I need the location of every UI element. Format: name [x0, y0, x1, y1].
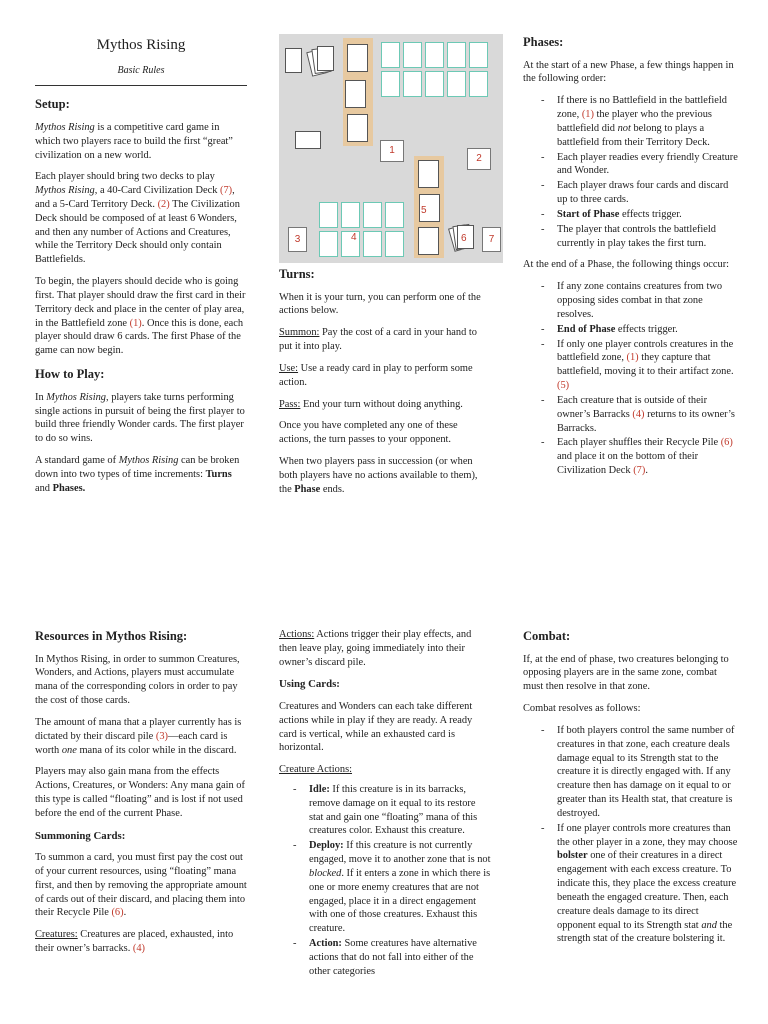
card [317, 46, 334, 71]
resources-paragraph-1: In Mythos Rising, in order to summon Creatures, Wonders, and Actions, players must accumulate mana of the corresponding colors in order to pay the cost of those cards. [35, 653, 240, 707]
list-item: - Start of Phase effects trigger. [541, 208, 738, 222]
combat-list [523, 724, 738, 946]
turns-paragraph-3: When two players pass in succession (or when both players have no actions available to them), the Phase ends. [279, 456, 478, 495]
wonder-slot [381, 71, 400, 97]
recycle-pile-label-6: 6 [461, 233, 467, 244]
wonder-slot [381, 42, 400, 68]
wonder-slot [447, 71, 466, 97]
right-column-lower [523, 628, 738, 954]
wonder-slot [403, 42, 422, 68]
summoning-paragraph-1: To summon a card, you must first pay the cost out of your current resources, using “floating” mana first, and then by removing the appropriate amount of cards out of their discard, and placing them into their Recycle Pile (6). [35, 852, 247, 919]
wonder-slot [319, 231, 338, 257]
phase-start-list [523, 94, 738, 250]
list-item: - Each player shuffles their Recycle Pile (6) and place it on the bottom of their Civilization Deck (7). [541, 436, 738, 477]
phases-paragraph-2: At the end of a Phase, the following things occur: [523, 259, 730, 271]
wonder-slot [341, 202, 360, 228]
civilization-deck-zone-7: 7 [482, 227, 501, 252]
creature-actions-label: Creature Actions: [279, 764, 353, 776]
using-cards-paragraph: Creatures and Wonders can each take different actions while in play if they are ready. A ready card is vertical, while an exhausted card is horizontal. [279, 700, 473, 754]
turns-paragraph-2: Once you have completed any one of these actions, the turn passes to your opponent. [279, 420, 458, 446]
document-subtitle: Basic Rules [117, 64, 165, 76]
setup-paragraph-2: Each player should bring two decks to play Mythos Rising, a 40-Card Civilization Deck (7), and a 5-Card Territory Deck. (2) The Civilization Deck should be composed of at least 6 Wonders, and then any number of Actions and Creatures, while the Territory Deck should only contain Battlefields. [35, 171, 240, 266]
actions-paragraph: Actions: Actions trigger their play effects, and then leave play, going immediately into their owner’s discard pile. [279, 629, 472, 668]
list-item: - Action: Some creatures have alternative actions that do not fall into either of the other categories [293, 937, 491, 978]
turns-use: Use: Use a ready card in play to perform some action. [279, 362, 473, 388]
wonder-slot [385, 231, 404, 257]
phases-paragraph-1: At the start of a new Phase, a few things happen in the following order: [523, 59, 734, 85]
wonder-slot [469, 71, 488, 97]
list-item: - If both players control the same number of creatures in that zone, each creature deals damage equal to its Strength stat to the creature it is directly engaged with. If any creature then has damage on it equal to or greater than its Health stat, that creature is destroyed. [541, 724, 738, 821]
setup-paragraph-3: To begin, the players should decide who is going first. That player should draw the first card in their Territory deck and place in the center of play area, in the Battlefield zone (1). Once this is done, each player should draw 6 cards. The first Phase of the game can now begin. [35, 276, 246, 357]
card [347, 44, 368, 72]
how-to-play-paragraph-2: A standard game of Mythos Rising can be broken down into two types of time increments: Turns and Phases. [35, 455, 240, 494]
combat-paragraph-1: If, at the end of phase, two creatures belonging to opposing players are in the same zone, combat must then resolve in that zone. [523, 653, 729, 693]
wonder-slot [385, 202, 404, 228]
list-item: - Each player readies every friendly Creature and Wonder. [541, 151, 738, 179]
wonder-slot [403, 71, 422, 97]
list-item: - If any zone contains creatures from two opposing sides combat in that zone resolves. [541, 280, 738, 321]
card [345, 80, 366, 108]
list-item: - End of Phase effects trigger. [541, 323, 738, 337]
wonder-slot [319, 202, 338, 228]
right-column [523, 34, 738, 486]
resources-paragraph-3: Players may also gain mana from the effects Actions, Creatures, or Wonders: Any mana gain of this type is called “floating” and is lost if not used before the end of the current Phase. [35, 766, 245, 819]
wonder-slot [469, 42, 488, 68]
list-item: - Deploy: If this creature is not currently engaged, move it to another zone that is not blocked. If it enters a zone in which there is one or more enemy creatures that are not engaged, place it in a direct engagement with one of those creatures. Exhaust this creature. [293, 839, 491, 936]
card [418, 227, 439, 255]
turns-pass: Pass: End your turn without doing anything. [279, 398, 463, 410]
battlefield-zone-1: 1 [380, 140, 404, 162]
barracks-zone-label-4: 4 [351, 232, 357, 243]
turns-paragraph-1: When it is your turn, you can perform one of the actions below. [279, 291, 481, 317]
territory-deck-zone-2: 2 [467, 148, 491, 170]
list-item: - Each player draws four cards and discard up to three cards. [541, 179, 738, 207]
resources-paragraph-2: The amount of mana that a player currently has is dictated by their discard pile (3)—each card is worth one mana of its color while in the discard. [35, 716, 242, 756]
list-item: - Idle: If this creature is in its barracks, remove damage on it equal to its restore stat and gain one “floating” mana of this creatures color. Exhaust this creature. [293, 783, 491, 838]
how-to-play-paragraph-1: In Mythos Rising, players take turns performing single actions in pursuit of being the first player to build three friendly Wonder cards. The first player to do so wins. [35, 391, 245, 445]
summoning-paragraph-2: Creatures: Creatures are placed, exhausted, into their owner’s barracks. (4) [35, 929, 234, 955]
combat-paragraph-2: Combat resolves as follows: [523, 703, 641, 715]
wonder-slot [363, 231, 382, 257]
summoning-heading: Summoning Cards: [35, 829, 126, 842]
document-title: Mythos Rising [96, 37, 186, 53]
left-column [35, 0, 247, 504]
title-divider [35, 85, 247, 86]
middle-column [279, 266, 491, 505]
wonder-slot [363, 202, 382, 228]
left-column-lower [35, 628, 247, 964]
wonder-slot [425, 71, 444, 97]
list-item: - If there is no Battlefield in the battlefield zone, (1) the player who the previous battlefield did not belong to plays a battlefield from their Territory Deck. [541, 94, 738, 149]
phases-heading: Phases: [523, 35, 564, 49]
how-to-play-heading: How to Play: [35, 367, 105, 382]
turns-heading: Turns: [279, 267, 315, 281]
list-item: - If one player controls more creatures than the other player in a zone, they may choose bolster one of their creatures in a direct engagement with each excess creature. To indicate this, they place the excess creature beneath the engaged creature. Then, each creature deals damage to its direct opponent equal to its Strength stat and the strength stat of the creature bolstering it. [541, 822, 738, 946]
setup-paragraph-1: Mythos Rising is a competitive card game in which two players race to build the first “great” civilization on a new world. [35, 121, 233, 161]
discard-pile-zone-3: 3 [288, 227, 307, 252]
wonder-slot [447, 42, 466, 68]
turns-summon: Summon: Pay the cost of a card in your hand to put it into play. [279, 327, 477, 353]
list-item: - The player that controls the battlefield currently in play takes the first turn. [541, 223, 738, 251]
phase-end-list [523, 280, 738, 478]
list-item: - If only one player controls creatures in the battlefield zone, (1) they capture that battlefield, moving it to their artifact zone. (5) [541, 338, 738, 393]
using-cards-heading: Using Cards: [279, 678, 340, 691]
wonder-slot [425, 42, 444, 68]
combat-heading: Combat: [523, 629, 571, 643]
play-area-diagram [279, 34, 503, 263]
artifact-zone-label-5: 5 [421, 205, 427, 216]
card [418, 160, 439, 188]
middle-column-lower [279, 628, 491, 987]
card [295, 131, 321, 149]
resources-heading: Resources in Mythos Rising: [35, 629, 188, 643]
card [285, 48, 302, 73]
list-item: - Each creature that is outside of their owner’s Barracks (4) returns to its owner’s Barracks. [541, 394, 738, 435]
creature-actions-list [279, 783, 491, 979]
setup-heading: Setup: [35, 97, 70, 112]
card [347, 114, 368, 142]
